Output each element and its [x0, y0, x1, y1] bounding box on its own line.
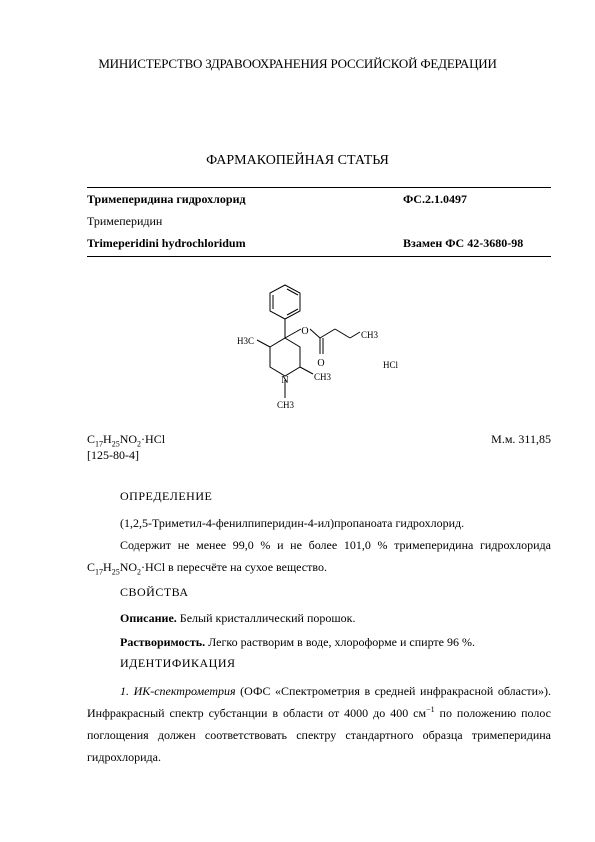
solubility-text: Легко растворим в воде, хлороформе и спирте 96 %. — [205, 635, 475, 649]
properties-heading: СВОЙСТВА — [120, 585, 189, 599]
molecular-formula-row — [87, 432, 551, 447]
name-ru: Тримеперидина гидрохлорид — [87, 192, 246, 206]
solubility-paragraph — [120, 631, 551, 653]
molecular-formula: $C_{17}H_{25}NO_2\cdot HCl$ — [87, 432, 166, 449]
top-rule — [87, 187, 551, 188]
definition-heading: ОПРЕДЕЛЕНИЕ — [120, 489, 213, 503]
solubility-label: Растворимость. — [120, 635, 206, 649]
monograph-code: ФС.2.1.0497 — [403, 192, 467, 206]
definition-text: (1,2,5-Триметил-4-фенилпиперидин-4-ил)пропаноата гидрохлорид. — [120, 516, 465, 530]
molecular-weight: М.м. 311,85 — [491, 432, 551, 446]
ministry-heading: МИНИСТЕРСТВО ЗДРАВООХРАНЕНИЯ РОССИЙСКОЙ ФЕДЕРАЦИИ — [98, 56, 497, 71]
description-text: Белый кристаллический порошок. — [176, 611, 356, 625]
ring-ch3-label: CH3 — [314, 372, 332, 382]
synonym: Тримеперидин — [87, 214, 163, 228]
name-latin: Trimeperidini hydrochloridum — [87, 236, 246, 250]
n-ch3-label: CH3 — [277, 400, 295, 410]
description-label: Описание. — [120, 611, 177, 625]
replaces-code: Взамен ФС 42-3680-98 — [403, 236, 524, 250]
carbonyl-oxygen-label: O — [317, 358, 325, 369]
nitrogen-label: N — [281, 375, 289, 386]
h3c-label: H3C — [237, 336, 255, 346]
document-title: ФАРМАКОПЕЙНАЯ СТАТЬЯ — [206, 153, 389, 168]
identification-heading: ИДЕНТИФИКАЦИЯ — [120, 656, 236, 670]
phenyl-ring — [270, 285, 300, 319]
ethyl-ch3-label: CH3 — [361, 330, 379, 340]
content-text: Содержит не менее 99,0 % и не более 101,0 % тримеперидина гидрохлорида $C_{17}H_{25}NO_2\cdot HCl$ в пересчёте на сухое вещество. — [87, 538, 551, 577]
piperidine-ring — [270, 338, 300, 376]
ester-oxygen-label: O — [301, 326, 309, 337]
ir-label: 1. ИК-спектрометрия — [120, 684, 236, 698]
structural-formula — [225, 280, 415, 420]
bottom-rule — [87, 256, 551, 257]
hcl-label: HCl — [383, 360, 399, 370]
ir-paragraph: 1. ИК-спектрометрия (ОФС «Спектрометрия в средней инфракрасной области»). Инфракрасный спектр субстанции в области от 4000 до 400 $см^{-1}$ по положению полос поглощения должен соответствовать спектру стандартного образца тримеперидина гидрохлорида. — [87, 684, 551, 764]
description-paragraph — [120, 607, 551, 629]
cas-number: [125-80-4] — [87, 448, 139, 462]
